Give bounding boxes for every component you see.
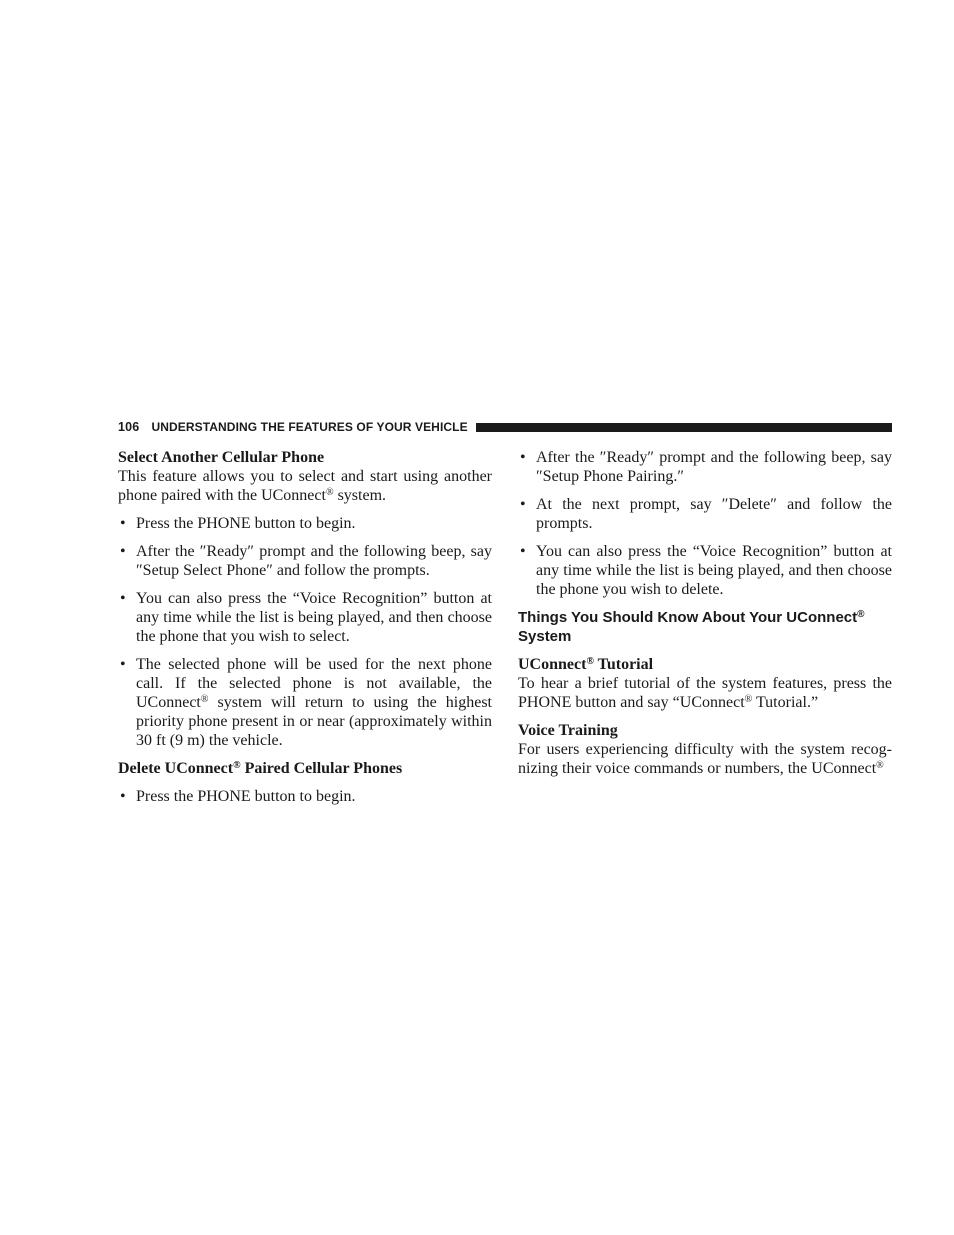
left-column [118, 448, 492, 815]
select-phone-intro: This feature allows you to select and start using another phone paired with the UConnect® system. [118, 468, 492, 504]
list-item: • The selected phone will be used for the next phone call. If the selected phone is not available, the UConnect® system will return to using the highest priority phone present in or near (approximately within 30 ft (9 m) the vehicle. [120, 656, 492, 749]
tutorial-text: To hear a brief tutorial of the system features, press the PHONE button and say “UConnect® Tutorial.” [518, 675, 892, 711]
list-item: • Press the PHONE button to begin. [120, 788, 356, 805]
select-phone-steps [118, 514, 492, 750]
delete-phone-steps [118, 787, 492, 806]
list-item: • After the ″Ready″ prompt and the following beep, say ″Setup Select Phone″ and follow the prompts. [120, 543, 492, 579]
page-number: 106 [118, 420, 140, 434]
select-phone-heading: Select Another Cellular Phone [118, 449, 325, 466]
page-header [118, 419, 892, 435]
list-item: • After the ″Ready″ prompt and the following beep, say ″Setup Phone Pairing.″ [520, 449, 892, 485]
section-title: UNDERSTANDING THE FEATURES OF YOUR VEHICLE [151, 420, 468, 434]
delete-phones-heading: Delete UConnect® Paired Cellular Phones [118, 760, 403, 777]
tutorial-heading: UConnect® Tutorial [518, 656, 654, 673]
list-item: • At the next prompt, say ″Delete″ and follow the prompts. [520, 496, 892, 532]
list-item: • Press the PHONE button to begin. [120, 515, 356, 532]
delete-phone-steps-continued [518, 448, 892, 599]
right-column [518, 448, 892, 778]
voice-training-heading: Voice Training [518, 722, 618, 739]
voice-training-text: For users experiencing difficulty with the system recog-nizing their voice commands or numbers, the UConnect® [518, 741, 892, 777]
things-to-know-heading: Things You Should Know About Your UConnect® System [518, 609, 865, 645]
list-item: • You can also press the “Voice Recognition” button at any time while the list is being played, and then choose the phone that you wish to select. [120, 590, 492, 645]
header-rule [476, 423, 892, 432]
list-item: • You can also press the “Voice Recognition” button at any time while the list is being played, and then choose the phone you wish to delete. [520, 543, 892, 598]
